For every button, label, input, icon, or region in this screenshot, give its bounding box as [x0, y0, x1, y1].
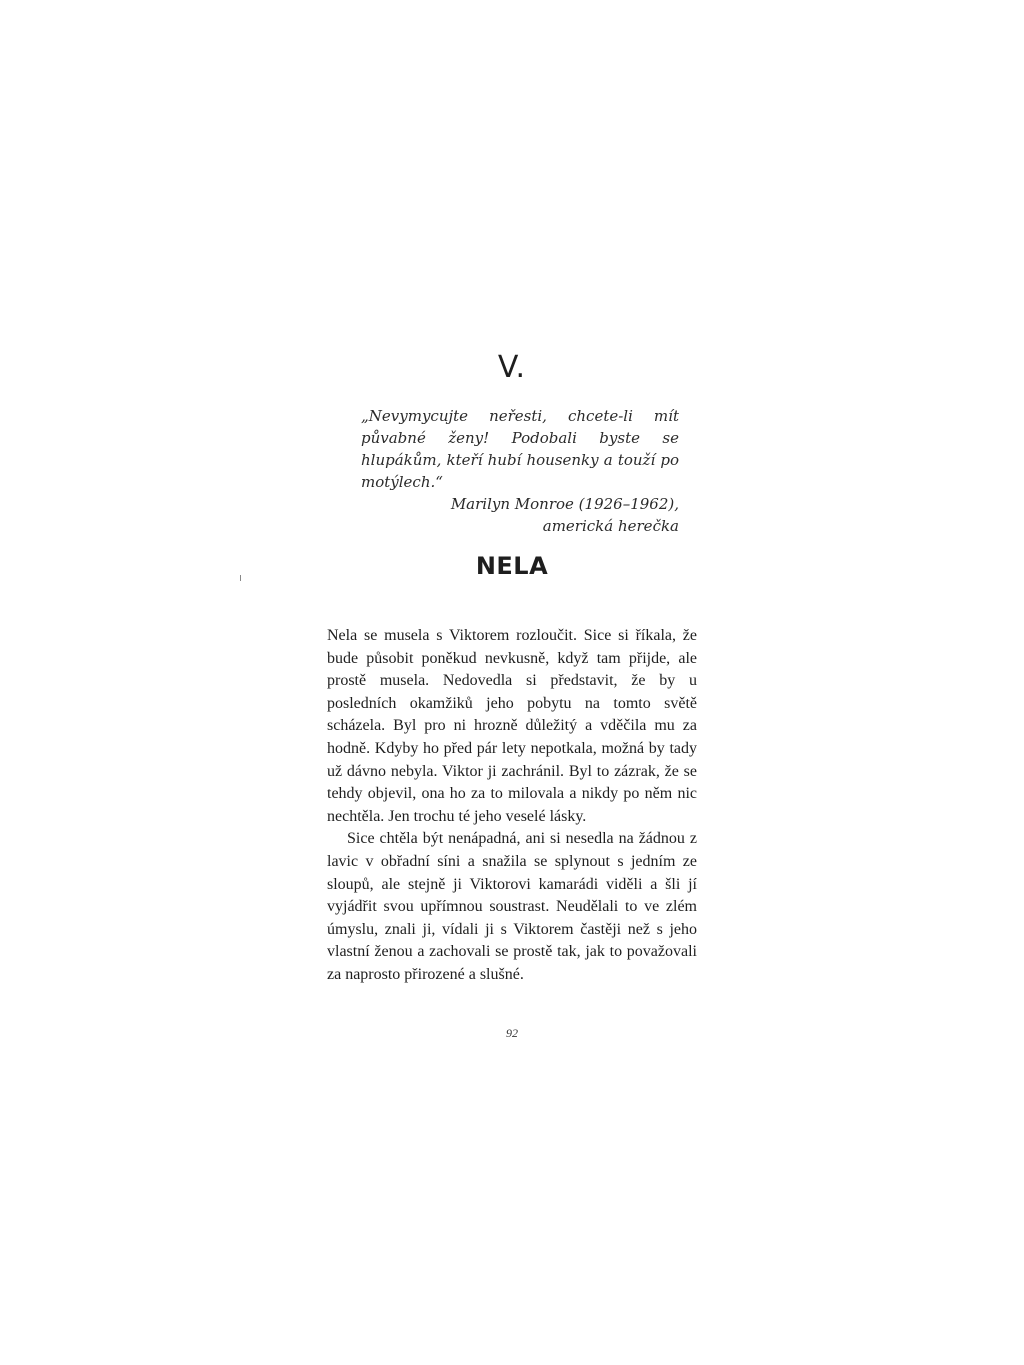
chapter-body [327, 625, 697, 987]
epigraph [361, 405, 679, 537]
chapter-title: NELA [475, 552, 549, 580]
paragraph: Nela se musela s Viktorem rozloučit. Sice si říkala, že bude působit poněkud nevkusně, když tam přijde, ale prostě musela. Nedovedla si představit, že by u posledních okamžiků jeho pobytu na tomto světě scházela. Byl pro ni hrozně důležitý a vděčila mu za hodně. Kdyby ho před pár lety nepotkala, možná by tady už dávno nebyla. Viktor ji zachránil. Byl to zázrak, že se tehdy objevil, ona ho za to milovala a nikdy po něm nic nechtěla. Jen trochu té jeho veselé lásky. [327, 627, 697, 825]
paragraph: Sice chtěla být nenápadná, ani si nesedla na žádnou z lavic v obřadní síni a snažila se splynout s jedním ze sloupů, ale stejně ji Viktorovi kamarádi viděli a šli jí vyjádřit svou upřímnou soustrast. Neudělali to ve zlém úmyslu, znali ji, vídali ji s Viktorem častěji než s jeho vlastní ženou a zachovali se prostě tak, jak to považovali za naprosto přirozené a slušné. [327, 830, 697, 983]
epigraph-quote: „Nevymycujte neřesti, chcete-li mít půvabné ženy! Podobali byste se hlupákům, kteří hubí housenky a touží po motýlech.“ [361, 407, 679, 491]
epigraph-attribution: Marilyn Monroe (1926–1962), americká herečka [450, 495, 679, 535]
part-number: V. [497, 350, 527, 385]
page-number: 92 [506, 1026, 518, 1040]
